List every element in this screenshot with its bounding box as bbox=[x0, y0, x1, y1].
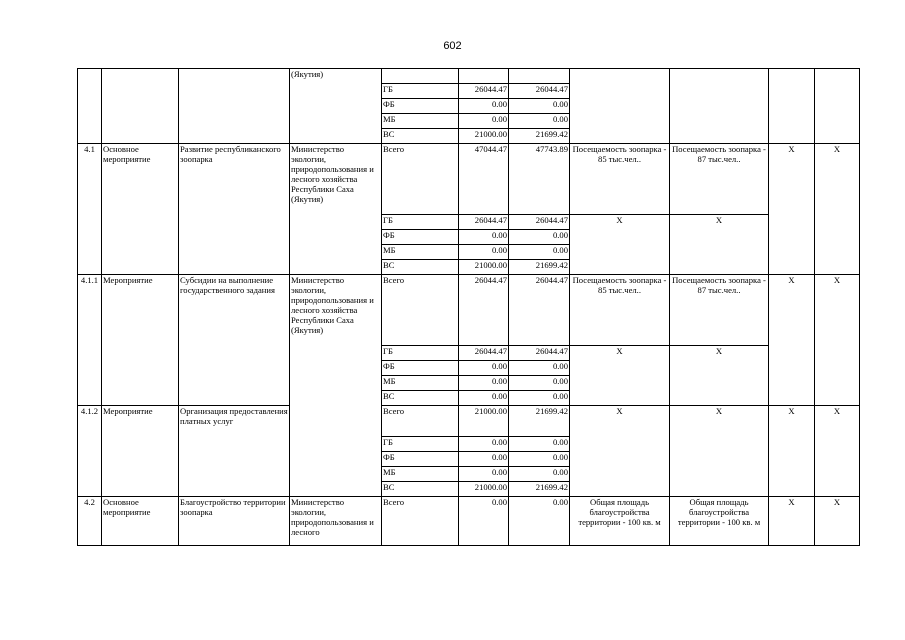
value-cell: 21699.42 bbox=[509, 482, 570, 497]
x-cell: X bbox=[815, 144, 860, 275]
value-cell: 0.00 bbox=[509, 230, 570, 245]
indicator-cell: Посещаемость зоопарка - 85 тыс.чел.. bbox=[570, 275, 670, 346]
value-cell: 0.00 bbox=[509, 245, 570, 260]
indicator-cell: X bbox=[570, 215, 670, 275]
indicator-cell bbox=[570, 69, 670, 144]
x-cell: X bbox=[815, 406, 860, 497]
value-cell: 26044.47 bbox=[509, 84, 570, 99]
value-cell: 0.00 bbox=[459, 114, 509, 129]
value-cell: 0.00 bbox=[509, 114, 570, 129]
source-cell: ГБ bbox=[382, 215, 459, 230]
x-cell: X bbox=[769, 144, 815, 275]
value-cell: 21000.00 bbox=[459, 129, 509, 144]
index-cell bbox=[78, 69, 102, 144]
table-row bbox=[78, 69, 860, 84]
table-row bbox=[78, 497, 860, 546]
value-cell: 47044.47 bbox=[459, 144, 509, 215]
source-cell: ФБ bbox=[382, 452, 459, 467]
x-cell bbox=[815, 69, 860, 144]
source-cell: Всего bbox=[382, 497, 459, 546]
indicator-cell: X bbox=[570, 346, 670, 406]
value-cell: 0.00 bbox=[509, 391, 570, 406]
source-cell: Всего bbox=[382, 144, 459, 215]
source-cell: ГБ bbox=[382, 84, 459, 99]
source-cell: ВС bbox=[382, 391, 459, 406]
source-cell: МБ bbox=[382, 376, 459, 391]
value-cell: 0.00 bbox=[509, 376, 570, 391]
source-cell: Всего bbox=[382, 406, 459, 437]
index-cell: 4.1.1 bbox=[78, 275, 102, 406]
value-cell: 0.00 bbox=[459, 245, 509, 260]
value-cell: 21000.00 bbox=[459, 260, 509, 275]
value-cell: 26044.47 bbox=[459, 346, 509, 361]
value-cell: 21699.42 bbox=[509, 129, 570, 144]
name-cell bbox=[179, 69, 290, 144]
type-cell: Мероприятие bbox=[102, 275, 179, 406]
name-cell: Развитие республиканского зоопарка bbox=[179, 144, 290, 275]
indicator-cell: X bbox=[570, 406, 670, 497]
x-cell: X bbox=[769, 406, 815, 497]
type-cell: Основное мероприятие bbox=[102, 144, 179, 275]
indicator-cell: X bbox=[670, 406, 769, 497]
value-cell: 0.00 bbox=[509, 467, 570, 482]
indicator-cell bbox=[670, 69, 769, 144]
value-cell: 0.00 bbox=[509, 497, 570, 546]
name-cell: Организация предоставления платных услуг bbox=[179, 406, 290, 497]
value-cell: 0.00 bbox=[459, 452, 509, 467]
type-cell: Мероприятие bbox=[102, 406, 179, 497]
value-cell: 0.00 bbox=[459, 99, 509, 114]
source-cell: ФБ bbox=[382, 99, 459, 114]
x-cell: X bbox=[815, 275, 860, 406]
indicator-cell: Посещаемость зоопарка - 87 тыс.чел.. bbox=[670, 144, 769, 215]
value-cell: 26044.47 bbox=[459, 215, 509, 230]
source-cell: ВС bbox=[382, 129, 459, 144]
value-cell: 0.00 bbox=[459, 361, 509, 376]
org-cell: Министерство экологии, природопользования и лесного bbox=[290, 497, 382, 546]
indicator-cell: X bbox=[670, 346, 769, 406]
value-cell: 26044.47 bbox=[459, 275, 509, 346]
source-cell: ВС bbox=[382, 260, 459, 275]
indicator-cell: Общая площадь благоустройства территории - 100 кв. м bbox=[570, 497, 670, 546]
source-cell: МБ bbox=[382, 114, 459, 129]
value-cell: 47743.89 bbox=[509, 144, 570, 215]
source-cell: ГБ bbox=[382, 346, 459, 361]
page-number: 602 bbox=[443, 40, 462, 52]
indicator-cell: Посещаемость зоопарка - 85 тыс.чел.. bbox=[570, 144, 670, 215]
value-cell: 0.00 bbox=[459, 467, 509, 482]
value-cell: 0.00 bbox=[459, 437, 509, 452]
x-cell: X bbox=[769, 497, 815, 546]
x-cell: X bbox=[815, 497, 860, 546]
name-cell: Субсидии на выполнение государственного задания bbox=[179, 275, 290, 406]
source-cell bbox=[382, 69, 459, 84]
value-cell: 26044.47 bbox=[459, 84, 509, 99]
program-table bbox=[77, 68, 860, 546]
value-cell: 0.00 bbox=[459, 230, 509, 245]
value-cell: 0.00 bbox=[459, 376, 509, 391]
type-cell bbox=[102, 69, 179, 144]
source-cell: ФБ bbox=[382, 361, 459, 376]
value-cell: 26044.47 bbox=[509, 346, 570, 361]
table-row bbox=[78, 144, 860, 215]
value-cell: 21699.42 bbox=[509, 406, 570, 437]
x-cell: X bbox=[769, 275, 815, 406]
source-cell: ВС bbox=[382, 482, 459, 497]
index-cell: 4.1 bbox=[78, 144, 102, 275]
source-cell: МБ bbox=[382, 245, 459, 260]
index-cell: 4.2 bbox=[78, 497, 102, 546]
indicator-cell: Общая площадь благоустройства территории - 100 кв. м bbox=[670, 497, 769, 546]
value-cell: 0.00 bbox=[509, 361, 570, 376]
value-cell: 0.00 bbox=[509, 452, 570, 467]
org-cell: (Якутия) bbox=[290, 69, 382, 144]
value-cell: 21000.00 bbox=[459, 482, 509, 497]
org-cell: Министерство экологии, природопользования и лесного хозяйства Республики Саха (Якутия) bbox=[290, 275, 382, 497]
value-cell: 0.00 bbox=[509, 99, 570, 114]
org-cell: Министерство экологии, природопользования и лесного хозяйства Республики Саха (Якутия) bbox=[290, 144, 382, 275]
value-cell bbox=[459, 69, 509, 84]
source-cell: ФБ bbox=[382, 230, 459, 245]
source-cell: ГБ bbox=[382, 437, 459, 452]
value-cell: 21699.42 bbox=[509, 260, 570, 275]
indicator-cell: X bbox=[670, 215, 769, 275]
value-cell: 26044.47 bbox=[509, 275, 570, 346]
type-cell: Основное мероприятие bbox=[102, 497, 179, 546]
indicator-cell: Посещаемость зоопарка - 87 тыс.чел.. bbox=[670, 275, 769, 346]
value-cell: 0.00 bbox=[509, 437, 570, 452]
table-row bbox=[78, 406, 860, 437]
name-cell: Благоустройство территории зоопарка bbox=[179, 497, 290, 546]
value-cell bbox=[509, 69, 570, 84]
value-cell: 0.00 bbox=[459, 391, 509, 406]
source-cell: Всего bbox=[382, 275, 459, 346]
table-row bbox=[78, 275, 860, 346]
x-cell bbox=[769, 69, 815, 144]
index-cell: 4.1.2 bbox=[78, 406, 102, 497]
source-cell: МБ bbox=[382, 467, 459, 482]
value-cell: 26044.47 bbox=[509, 215, 570, 230]
value-cell: 0.00 bbox=[459, 497, 509, 546]
value-cell: 21000.00 bbox=[459, 406, 509, 437]
